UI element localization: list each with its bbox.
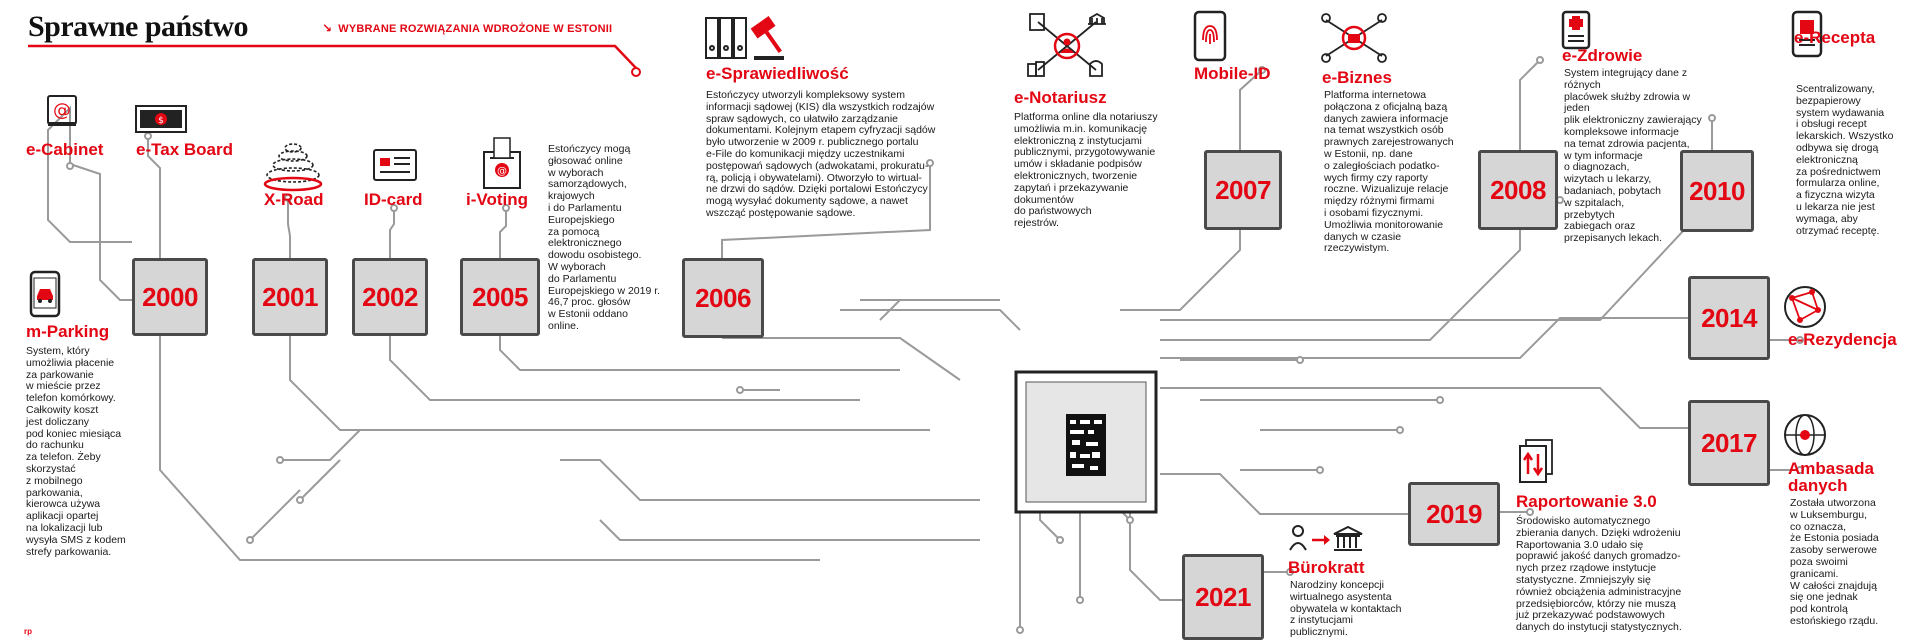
e-prescription-label: e-Recepta <box>1794 28 1876 47</box>
description-line: Europejskiego <box>548 213 615 226</box>
description-line: w tym informacje <box>1564 149 1643 162</box>
description-line: aplikacji opartej <box>26 510 99 523</box>
description-line: rzeczywistym. <box>1324 242 1390 255</box>
description-line: Scentralizowany, <box>1796 83 1875 95</box>
year-2008-box: 2008 <box>1478 150 1558 230</box>
description-line: za parkowanie <box>26 368 94 381</box>
description-line: pod koniec miesiąca <box>26 427 122 440</box>
reporting-description <box>1516 516 1706 634</box>
description-line: publicznymi, przygotowywanie <box>1014 146 1156 159</box>
description-line: i obsługi recept <box>1796 118 1867 131</box>
description-line: elektroniczną z instytucjami <box>1014 134 1142 147</box>
description-line: się one jednak <box>1790 591 1858 604</box>
description-line: pod kontrolą <box>1790 603 1848 616</box>
description-line: dowodu osobistego. <box>548 249 642 262</box>
year-2000-box: 2000 <box>132 258 208 336</box>
e-justice-description <box>706 90 956 220</box>
description-line: informacji sądowej (KIS) dla wszystkich rodzajów <box>706 100 935 113</box>
year-2021-box: 2021 <box>1182 554 1264 640</box>
burokratt-label: Bürokratt <box>1288 558 1365 577</box>
svg-text:@: @ <box>497 166 507 177</box>
e-residency-label: e-Rezydencja <box>1788 330 1897 349</box>
description-line: estońskiego rządu. <box>1790 614 1879 627</box>
data-spiral-icon <box>262 138 324 192</box>
description-line: lekarskich. Wszystko <box>1796 130 1894 143</box>
description-line: w Estonii oddano <box>548 308 628 321</box>
description-line: jest doliczany <box>26 415 90 428</box>
description-line: otrzymać receptę. <box>1796 224 1880 237</box>
description-line: poza swoimi <box>1790 555 1848 568</box>
globe-pin-icon <box>1782 412 1828 458</box>
report-arrows-icon <box>1516 438 1556 484</box>
description-line: umożliwia płacenie <box>26 356 115 369</box>
description-line: wszcząć postępowanie sądowe. <box>706 206 856 219</box>
description-line: Została utworzona <box>1790 497 1876 509</box>
description-line: w mieście przez <box>26 380 101 393</box>
description-line: W całości znajdują <box>1790 579 1877 592</box>
e-health-description <box>1564 68 1704 245</box>
description-line: kompleksowe informacje <box>1564 125 1679 138</box>
description-line: na lokalizacji lub <box>26 521 103 534</box>
description-line: wymaga, aby <box>1796 212 1858 225</box>
globe-network-icon <box>1782 284 1828 330</box>
description-line: o zaległościach podatko- <box>1324 159 1440 172</box>
description-line: dokumentami. Kolejnym etapem cyfryzacji sądów <box>706 124 936 137</box>
description-line: o diagnozach, <box>1564 161 1630 174</box>
ballot-box-icon <box>480 136 524 190</box>
description-line: już przekazywać podstawowych <box>1516 609 1665 622</box>
central-chip-icon <box>1016 372 1156 512</box>
description-line: za pośrednictwem <box>1796 165 1881 178</box>
svg-text:@: @ <box>53 100 71 121</box>
publisher-logo: rp <box>24 627 32 636</box>
m-parking-label: m-Parking <box>26 322 110 341</box>
description-line: Estończycy mogą <box>548 143 631 155</box>
description-line: a fizyczna wizyta <box>1796 189 1875 202</box>
year-2010-box: 2010 <box>1680 150 1754 232</box>
description-line: zasoby serwerowe <box>1790 544 1877 557</box>
description-line: rejestrów. <box>1014 217 1059 230</box>
svg-text:$: $ <box>158 116 164 126</box>
description-line: System, który <box>26 345 90 357</box>
description-line: Estończycy utworzyli kompleksowy system <box>706 89 905 101</box>
data-embassy-label <box>1788 460 1874 494</box>
description-line: obywatela w kontaktach <box>1290 602 1402 615</box>
burokratt-description <box>1290 580 1450 639</box>
description-line: rą, policją i obywatelami). Otworzyło to wirtual- <box>706 171 922 184</box>
description-line: elektroniczną <box>1796 153 1858 166</box>
description-line: formularza online, <box>1796 177 1880 190</box>
description-line: wych firmy czy raporty <box>1324 171 1428 184</box>
description-line: wizytach u lekarzy, <box>1564 173 1652 186</box>
description-line: zabiegach oraz <box>1564 220 1636 233</box>
description-line: u lekarza nie jest <box>1796 200 1875 213</box>
description-line: placówek służby zdrowia w jeden <box>1564 90 1691 115</box>
year-2005-box: 2005 <box>460 258 540 336</box>
description-line: głosować online <box>548 154 623 167</box>
description-line: postępowań sądowych (adwokatami, prokuratu- <box>706 159 929 172</box>
year-2006-box: 2006 <box>682 258 764 338</box>
at-sign-icon <box>44 92 80 128</box>
description-line: parkowania, <box>26 486 83 499</box>
description-line: elektronicznego <box>548 237 622 250</box>
description-line: Platforma online dla notariuszy <box>1014 111 1158 123</box>
e-tax-board-label: e-Tax Board <box>136 140 233 159</box>
description-line: danych w czasie <box>1324 230 1402 243</box>
page-title: Sprawne państwo <box>28 10 249 43</box>
description-line: zbierania danych. Dzięki wdrożeniu <box>1516 526 1681 539</box>
description-line: online. <box>548 319 579 332</box>
description-line: samorządowych, <box>548 178 627 191</box>
data-embassy-label-line-2: danych <box>1788 476 1848 495</box>
description-line: w wyborach <box>548 166 604 179</box>
description-line: Środowisko automatycznego <box>1516 515 1651 527</box>
description-line: przebytych <box>1564 208 1615 221</box>
description-line: połączona z oficjalną bazą <box>1324 100 1448 113</box>
fingerprint-phone-icon <box>1192 10 1228 62</box>
year-2017-box: 2017 <box>1688 400 1770 486</box>
description-line: prawnych zarejestrowanych <box>1324 136 1454 149</box>
e-notary-description <box>1014 112 1172 230</box>
description-line: W wyborach <box>548 260 606 273</box>
e-health-label: e-Zdrowie <box>1562 46 1643 65</box>
e-prescription-description <box>1796 84 1914 237</box>
description-line: danych do instytucji statystycznych. <box>1516 621 1682 634</box>
page-subtitle <box>322 21 612 35</box>
description-line: strefy parkowania. <box>26 545 112 558</box>
description-line: w Estonii, np. dane <box>1324 147 1413 160</box>
id-card-icon <box>372 148 418 182</box>
subtitle-text: WYBRANE ROZWIĄZANIA WDROŻONE W ESTONII <box>338 23 613 35</box>
description-line: nych przez rządowe instytucje <box>1516 562 1657 575</box>
description-line: statystyczne. Zmniejszyły się <box>1516 573 1651 586</box>
description-line: do państwowych <box>1014 205 1092 218</box>
description-line: dokumentów <box>1014 193 1074 206</box>
description-line: z instytucjami <box>1290 614 1354 627</box>
description-line: badaniach, pobytach <box>1564 184 1661 197</box>
m-parking-description <box>26 346 136 558</box>
description-line: między różnymi firmami <box>1324 195 1435 208</box>
notary-network-icon <box>1022 10 1112 82</box>
description-line: umożliwia m.in. komunikację <box>1014 122 1148 135</box>
mobile-id-label: Mobile-ID <box>1194 64 1271 83</box>
description-line: wysyła SMS z kodem <box>26 533 126 546</box>
id-card-label: ID-card <box>364 190 423 209</box>
description-line: krajowych <box>548 190 595 203</box>
business-network-icon <box>1314 10 1394 66</box>
description-line: poprawić jakość danych gromadzo- <box>1516 550 1681 563</box>
description-line: do Parlamentu <box>548 272 617 285</box>
description-line: i do Parlamentu <box>548 201 622 214</box>
medical-tablet-icon <box>1560 10 1592 50</box>
description-line: było utworzenie w 2009 r. publicznego portalu <box>706 136 919 149</box>
description-line: granicami. <box>1790 567 1839 580</box>
description-line: system wydawania <box>1796 106 1885 119</box>
description-line: System integrujący dane z różnych <box>1564 67 1688 91</box>
year-2019-box: 2019 <box>1408 482 1500 546</box>
description-line: z mobilnego <box>26 474 83 487</box>
e-business-description <box>1324 90 1474 255</box>
year-2002-box: 2002 <box>352 258 428 336</box>
description-line: przedsiębiorców, którzy nie muszą <box>1516 597 1676 610</box>
description-line: zapytań i przekazywanie <box>1014 181 1129 194</box>
description-line: wirtualnego asystenta <box>1290 590 1392 603</box>
description-line: ne drzwi do sądów. Dzięki portalowi Estończycy <box>706 183 928 196</box>
i-voting-description <box>548 144 688 333</box>
description-line: bezpapierowy <box>1796 94 1861 107</box>
description-line: za telefon. Żeby <box>26 451 101 464</box>
gavel-binders-icon <box>704 14 788 62</box>
e-business-label: e-Biznes <box>1322 68 1392 87</box>
i-voting-label: i-Voting <box>466 190 528 209</box>
description-line: telefon komórkowy. <box>26 392 116 405</box>
description-line: co oznacza, <box>1790 520 1847 533</box>
description-line: do rachunku <box>26 439 84 452</box>
description-line: elektronicznych, tworzenie <box>1014 169 1138 182</box>
description-line: skorzystać <box>26 462 76 475</box>
x-road-label: X-Road <box>264 190 324 209</box>
description-line: na temat zdrowia pacjenta, <box>1564 137 1690 150</box>
description-line: Umożliwia monitorowanie <box>1324 218 1444 231</box>
description-line: publicznymi. <box>1290 626 1348 639</box>
description-line: 46,7 proc. głosów <box>548 296 631 309</box>
description-line: e-File do komunikacji między uczestnikami <box>706 147 905 160</box>
data-embassy-description <box>1790 498 1914 628</box>
reporting-label: Raportowanie 3.0 <box>1516 492 1657 511</box>
description-line: mogą wysyłać dokumenty sądowe, a nawet <box>706 195 908 208</box>
description-line: za pomocą <box>548 225 600 238</box>
description-line: odbywa się drogą <box>1796 141 1879 154</box>
description-line: Całkowity koszt <box>26 403 99 416</box>
description-line: spraw sądowych, co ułatwiło zarządzanie <box>706 112 899 125</box>
description-line: przepisanych lekach. <box>1564 232 1663 245</box>
description-line: danych zawiera informacje <box>1324 112 1449 125</box>
description-line: Narodziny koncepcji <box>1290 579 1384 591</box>
description-line: Raportowania 3.0 udało się <box>1516 538 1644 551</box>
description-line: że Estonia posiada <box>1790 532 1879 545</box>
description-line: również obciążenia administracyjne <box>1516 585 1682 598</box>
description-line: Platforma internetowa <box>1324 89 1427 101</box>
description-line: kierowca używa <box>26 498 101 511</box>
year-2014-box: 2014 <box>1688 276 1770 360</box>
arrow-icon: ↘ <box>322 21 333 35</box>
data-embassy-label-line-1: Ambasada <box>1788 459 1874 478</box>
description-line: i osobami fizycznymi. <box>1324 206 1424 219</box>
description-line: Europejskiego w 2019 r. <box>548 284 661 297</box>
e-justice-label: e-Sprawiedliwość <box>706 64 849 83</box>
e-cabinet-label: e-Cabinet <box>26 140 104 159</box>
description-line: na temat wszystkich osób <box>1324 124 1444 137</box>
phone-car-icon <box>28 270 62 318</box>
description-line: roczne. Wizualizuje relacje <box>1324 183 1449 196</box>
year-2001-box: 2001 <box>252 258 328 336</box>
e-notary-label: e-Notariusz <box>1014 88 1107 107</box>
description-line: umów i składanie podpisów <box>1014 158 1142 171</box>
description-line: plik elektroniczny zawierający <box>1564 114 1702 127</box>
description-line: w szpitalach, <box>1564 196 1625 209</box>
description-line: w Luksemburgu, <box>1790 508 1868 521</box>
person-building-icon <box>1288 524 1364 552</box>
year-2007-box: 2007 <box>1204 150 1282 230</box>
banknote-icon <box>134 102 190 136</box>
